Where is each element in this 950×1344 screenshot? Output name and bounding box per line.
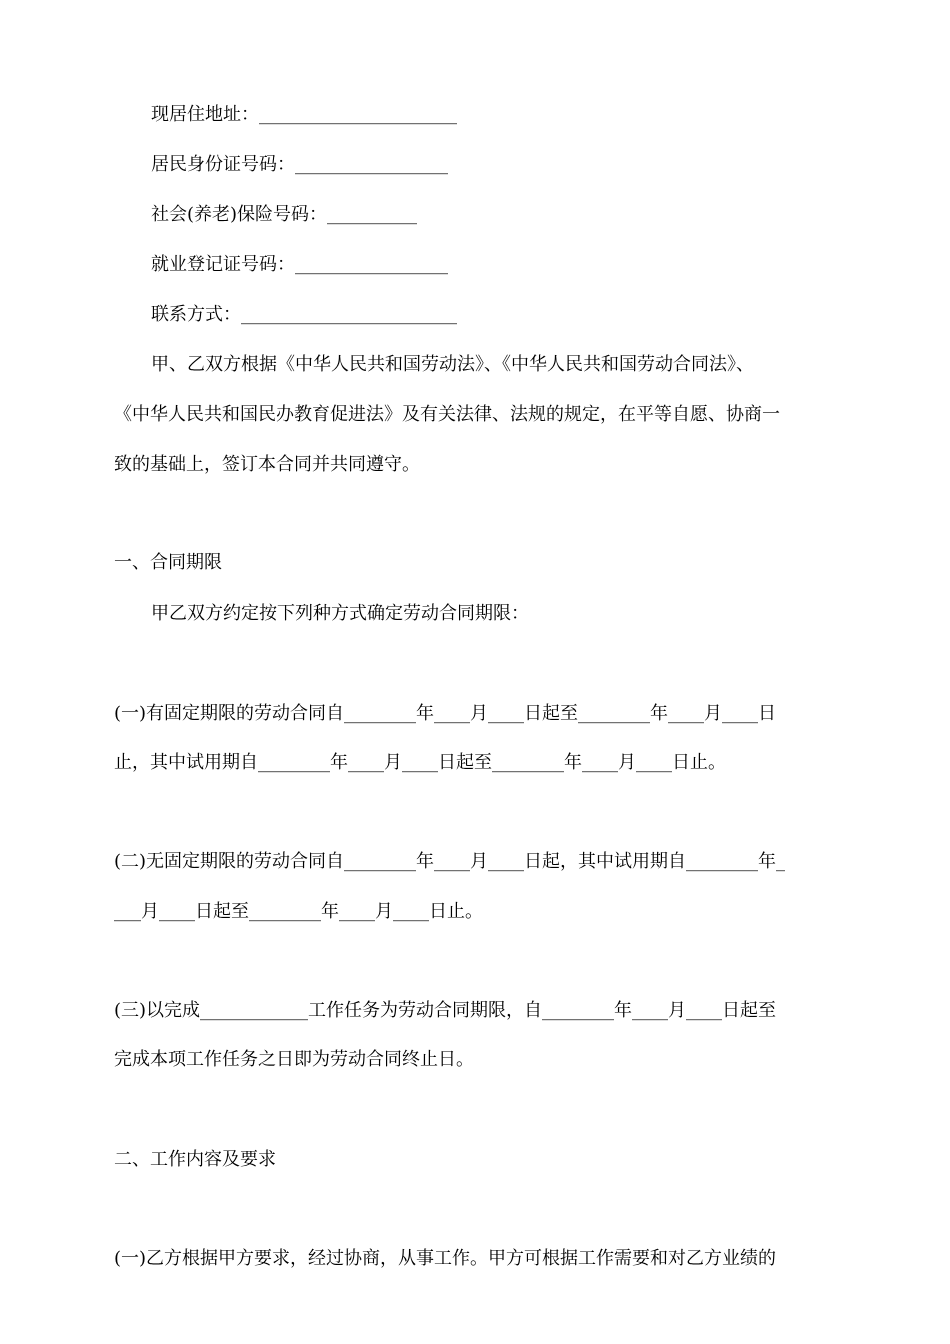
field-employment-registration: 就业登记证号码：_________________ bbox=[151, 254, 448, 275]
field-contact: 联系方式：________________________ bbox=[151, 304, 457, 325]
preamble-line-2: 《中华人民共和国民办教育促进法》及有关法律、法规的规定，在平等自愿、协商一 bbox=[114, 404, 780, 425]
section-1-item-1-line-1: (一)有固定期限的劳动合同自________年____月____日起至________年____月____日 bbox=[114, 703, 777, 724]
section-1-item-2-line-2: ___月____日起至________年____月____日止。 bbox=[114, 901, 483, 922]
section-1-intro: 甲乙双方约定按下列种方式确定劳动合同期限： bbox=[151, 603, 529, 624]
field-address: 现居住地址：______________________ bbox=[151, 104, 457, 125]
field-social-insurance: 社会(养老)保险号码：__________ bbox=[151, 204, 418, 225]
section-1-item-2-line-1: (二)无固定期限的劳动合同自________年____月____日起，其中试用期自________年_ bbox=[114, 851, 786, 872]
section-1-item-3-line-2: 完成本项工作任务之日即为劳动合同终止日。 bbox=[114, 1049, 474, 1070]
field-id-number: 居民身份证号码：_________________ bbox=[151, 154, 448, 175]
section-1-item-1-line-2: 止，其中试用期自________年____月____日起至________年____月____日止。 bbox=[114, 752, 726, 773]
preamble-line-3: 致的基础上，签订本合同并共同遵守。 bbox=[114, 454, 420, 475]
section-1-heading: 一、合同期限 bbox=[114, 552, 222, 573]
section-1-item-3-line-1: (三)以完成____________工作任务为劳动合同期限，自________年____月____日起至 bbox=[114, 1000, 777, 1021]
preamble-line-1: 甲、乙双方根据《中华人民共和国劳动法》、《中华人民共和国劳动合同法》、 bbox=[151, 354, 754, 375]
section-2-item-1-line-1: (一)乙方根据甲方要求，经过协商，从事工作。甲方可根据工作需要和对乙方业绩的 bbox=[114, 1248, 777, 1269]
section-2-heading: 二、工作内容及要求 bbox=[114, 1149, 276, 1170]
